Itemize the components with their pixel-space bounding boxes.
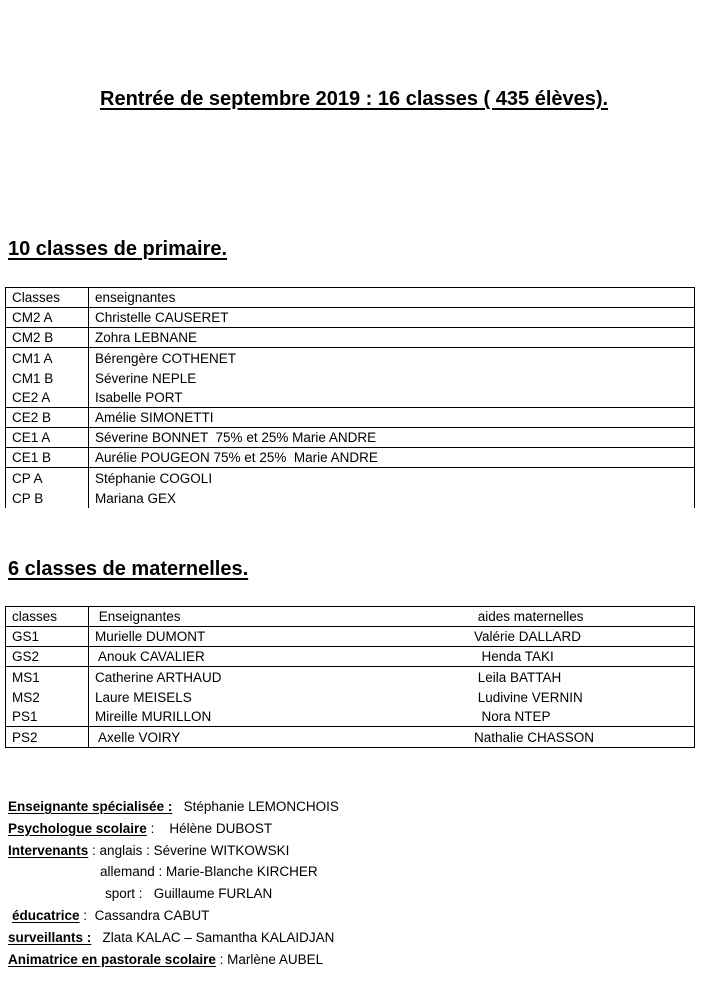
cell-enseignante: Amélie SIMONETTI (95, 410, 214, 425)
cell-classe: CE1 A (6, 428, 89, 447)
table-row (6, 328, 694, 348)
table-row (6, 727, 694, 747)
header-cell-enseignantes: enseignantes (95, 290, 176, 305)
cell-classe: CM1 A (6, 348, 89, 368)
cell-classe: GS1 (6, 627, 89, 646)
staff-line-intervenant-sport (8, 883, 339, 905)
header-cell-aides: aides maternelles (474, 609, 584, 624)
section-heading-maternelles-text: 6 classes de maternelles. (8, 558, 249, 580)
section-heading-primaire (8, 238, 227, 261)
staff-section (8, 796, 339, 970)
staff-value: Hélène DUBOST (154, 820, 273, 836)
cell-enseignante: Laure MEISELS (95, 689, 192, 705)
cell-classe: MS1 (6, 667, 89, 687)
staff-line-enseignante-specialisee (8, 796, 339, 818)
table-row (6, 368, 694, 388)
header-cell-enseignantes: Enseignantes (95, 609, 181, 624)
section-heading-primaire-text: 10 classes de primaire. (8, 238, 228, 260)
cell-enseignante: Mariana GEX (95, 490, 177, 506)
staff-line-intervenant-allemand (8, 861, 339, 883)
staff-label: éducatrice (12, 907, 80, 923)
cell-classe: CP A (6, 468, 89, 488)
cell-aide: Nathalie CHASSON (474, 729, 595, 745)
cell-classe: MS2 (6, 687, 89, 707)
table-row (6, 448, 694, 468)
cell-classe: CM2 B (6, 328, 89, 347)
cell-enseignante: Mireille MURILLON (95, 709, 212, 724)
staff-line-intervenants (8, 840, 339, 862)
staff-value: anglais : Séverine WITKOWSKI (95, 842, 290, 858)
staff-value: allemand : Marie-Blanche KIRCHER (100, 864, 318, 880)
staff-line-animatrice-pastorale (8, 949, 339, 971)
cell-aide: Henda TAKI (474, 649, 554, 664)
staff-value: Zlata KALAC – Samantha KALAIDJAN (91, 929, 335, 945)
cell-enseignante: Axelle VOIRY (95, 729, 181, 745)
cell-classe: CE1 B (6, 448, 89, 467)
table-header-row (6, 288, 694, 308)
staff-line-surveillants (8, 927, 339, 949)
cell-enseignante: Catherine ARTHAUD (95, 669, 222, 685)
cell-enseignante: Christelle CAUSERET (95, 310, 229, 325)
cell-enseignante: Bérengère COTHENET (95, 350, 237, 366)
table-row (6, 388, 694, 408)
cell-classe: GS2 (6, 647, 89, 666)
table-row (6, 428, 694, 448)
cell-enseignante: Stéphanie COGOLI (95, 470, 213, 486)
table-row (6, 308, 694, 328)
table-row (6, 408, 694, 428)
staff-value: Cassandra CABUT (87, 907, 210, 923)
table-row (6, 707, 694, 727)
cell-classe: PS2 (6, 727, 89, 747)
staff-label: Intervenants (8, 842, 89, 858)
staff-line-psychologue-scolaire (8, 818, 339, 840)
cell-classe: CM2 A (6, 308, 89, 327)
cell-enseignante: Anouk CAVALIER (95, 649, 205, 664)
staff-value: sport : Guillaume FURLAN (105, 886, 273, 902)
staff-label: Enseignante spécialisée : (8, 799, 173, 814)
table-row (6, 488, 694, 508)
staff-label: surveillants : (8, 929, 92, 945)
cell-enseignante: Isabelle PORT (95, 390, 183, 405)
cell-aide: Valérie DALLARD (474, 629, 582, 644)
document-title (100, 88, 608, 111)
cell-aide: Nora NTEP (474, 709, 551, 724)
staff-line-educatrice (8, 905, 339, 927)
cell-classe: CE2 B (6, 408, 89, 427)
cell-classe: CM1 B (6, 368, 89, 388)
cell-enseignante: Murielle DUMONT (95, 629, 206, 644)
cell-classe: PS1 (6, 707, 89, 726)
staff-colon: : (215, 951, 224, 967)
header-cell-classes: classes (6, 607, 89, 626)
table-row (6, 468, 694, 488)
cell-classe: CP B (6, 488, 89, 508)
table-row (6, 348, 694, 368)
cell-enseignante: Aurélie POUGEON 75% et 25% Marie ANDRE (95, 450, 378, 465)
section-heading-maternelles (8, 558, 248, 581)
staff-value: Marlène AUBEL (223, 951, 324, 967)
table-row (6, 627, 694, 647)
staff-label: Psychologue scolaire (8, 820, 147, 836)
document-title-text: Rentrée de septembre 2019 : 16 classes ( 435 élèves). (100, 88, 609, 110)
table-row (6, 647, 694, 667)
staff-colon: : (146, 820, 155, 836)
staff-label: Animatrice en pastorale scolaire (8, 951, 216, 967)
primaire-table (5, 287, 695, 508)
header-cell-classes: Classes (6, 288, 89, 307)
table-header-row (6, 607, 694, 627)
cell-enseignante: Zohra LEBNANE (95, 330, 198, 345)
staff-colon: : (79, 907, 88, 923)
maternelles-table (5, 606, 695, 748)
cell-classe: CE2 A (6, 388, 89, 407)
cell-aide: Leila BATTAH (474, 669, 562, 685)
staff-colon: : (88, 842, 96, 858)
cell-enseignante: Séverine NEPLE (95, 370, 197, 386)
table-row (6, 667, 694, 687)
staff-value: Stéphanie LEMONCHOIS (172, 799, 339, 814)
table-row (6, 687, 694, 707)
cell-aide: Ludivine VERNIN (474, 689, 583, 705)
cell-enseignante: Séverine BONNET 75% et 25% Marie ANDRE (95, 430, 377, 445)
